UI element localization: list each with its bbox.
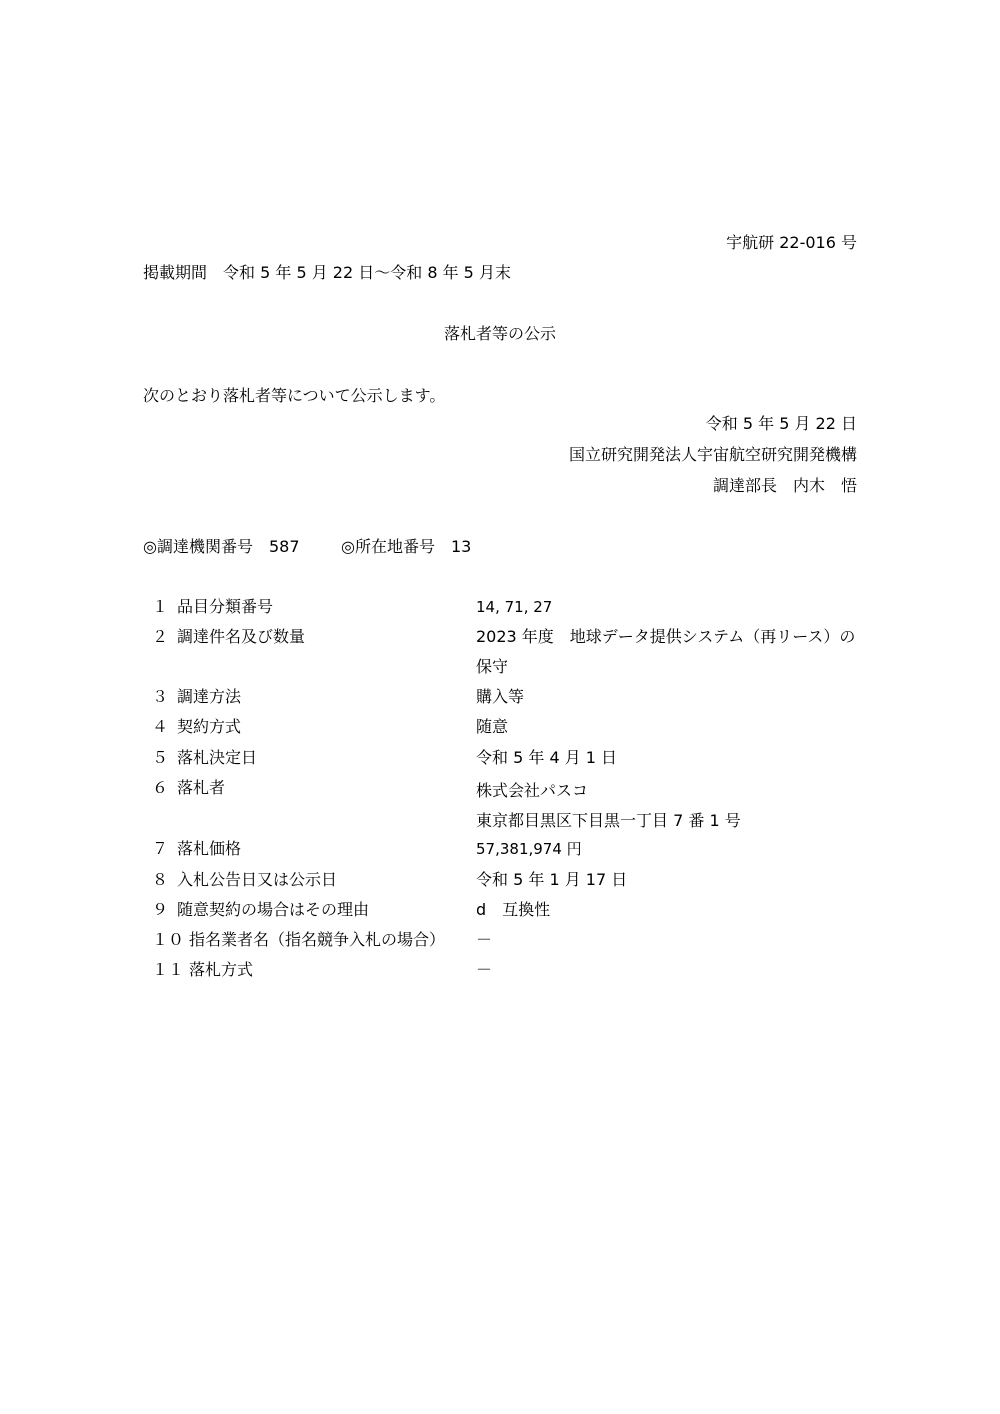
- item-value-continued: 東京都目黒区下目黒一丁目 7 番 1 号: [476, 811, 741, 830]
- item-value: 令和 5 年 4 月 1 日: [476, 748, 618, 767]
- item-number: ８: [152, 870, 169, 889]
- item-number: ６: [152, 778, 169, 797]
- issue-date: 令和 5 年 5 月 22 日: [705, 414, 857, 433]
- item-label: 調達方法: [177, 687, 242, 706]
- document-number: 宇航研 22-016 号: [726, 233, 857, 252]
- location-code: ◎所在地番号 13: [341, 537, 472, 556]
- item-label: 調達件名及び数量: [177, 627, 306, 646]
- item-number: ３: [152, 687, 169, 706]
- organization-name: 国立研究開発法人宇宙航空研究開発機構: [568, 445, 857, 464]
- item-value: 令和 5 年 1 月 17 日: [476, 870, 628, 889]
- item-number: ７: [152, 839, 169, 858]
- item-label: 落札価格: [177, 839, 242, 858]
- agency-code: ◎調達機関番号 587: [143, 537, 300, 556]
- item-value: 2023 年度 地球データ提供システム（再リース）の: [476, 627, 856, 646]
- item-value: 購入等: [476, 687, 525, 706]
- item-value: 株式会社パスコ: [476, 781, 589, 800]
- item-number: １: [152, 597, 169, 616]
- item-value: 随意: [476, 717, 509, 736]
- page-title: 落札者等の公示: [443, 324, 556, 343]
- item-value: －: [476, 960, 493, 979]
- official-name: 調達部長 内木 悟: [712, 476, 857, 495]
- item-value: －: [476, 930, 493, 949]
- item-number: １１: [152, 960, 185, 979]
- item-value: 14, 71, 27: [476, 598, 553, 616]
- item-label: 落札方式: [189, 960, 254, 979]
- item-value-continued: 保守: [476, 657, 509, 676]
- item-number: ２: [152, 627, 169, 646]
- item-value: d 互換性: [476, 900, 551, 919]
- item-number: ４: [152, 717, 169, 736]
- intro-text: 次のとおり落札者等について公示します。: [143, 386, 446, 405]
- item-label: 契約方式: [177, 717, 242, 736]
- item-number: １０: [152, 930, 185, 949]
- item-label: 品目分類番号: [177, 597, 274, 616]
- item-label: 落札者: [177, 778, 226, 797]
- posting-period: 掲載期間 令和 5 年 5 月 22 日～令和 8 年 5 月末: [143, 263, 511, 282]
- item-label: 入札公告日又は公示日: [177, 870, 338, 889]
- item-label: 指名業者名（指名競争入札の場合）: [189, 930, 446, 949]
- item-label: 随意契約の場合はその理由: [177, 900, 370, 919]
- item-number: ９: [152, 900, 169, 919]
- item-value: 57,381,974 円: [476, 840, 582, 858]
- item-number: ５: [152, 748, 169, 767]
- item-label: 落札決定日: [177, 748, 258, 767]
